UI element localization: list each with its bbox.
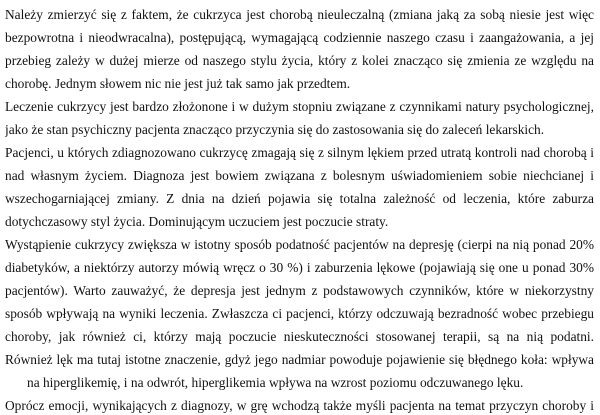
paragraph-line: wszechogarniającej zmiany. Z dnia na dzień pojawia się totalna zależność od leczenia, które zaburza — [5, 191, 594, 206]
paragraph-line: choroby, jak również ci, którzy mają poczucie nieskuteczności stosowanej terapii, są na nią podatni. — [5, 329, 594, 344]
paragraph-line: Wystąpienie cukrzycy zwiększa w istotny sposób podatność pacjentów na depresję (cierpi na nią ponad 20% — [5, 237, 594, 252]
paragraph-line: Również lęk ma tutaj istotne znaczenie, gdyż jego nadmiar powoduje pojawienie się błędnego koła: wpływa — [5, 352, 594, 367]
paragraph-line: bezpowrotna i nieodwracalna), postępującą, wymagającą codziennie naszego czasu i zaangażowania, a jej — [5, 30, 594, 45]
paragraph-line: przebieg zależy w dużej mierze od naszego stylu życia, który z kolei znacząco się zmienia ze względu na — [5, 53, 594, 68]
paragraph-line: Oprócz emocji, wynikających z diagnozy, w grę wchodzą także myśli pacjenta na temat przyczyn choroby i — [5, 398, 594, 413]
paragraph-line: jako że stan psychiczny pacjenta znacząco przyczynia się do zastosowania się do zaleceń lekarskich. — [5, 122, 545, 137]
paragraph-line: pacjentów). Warto zauważyć, że depresja jest jednym z podstawowych czynników, które w niekorzystny — [5, 283, 594, 298]
paragraph-line: nad własnym życiem. Diagnoza jest bowiem związana z bolesnym uświadomieniem sobie niechcianej i — [5, 168, 594, 183]
paragraph-line: Należy zmierzyć się z faktem, że cukrzyca jest chorobą nieuleczalną (zmiana jaką za sobą niesie jest więc — [5, 7, 594, 22]
paragraph-line: diabetyków, a niektórzy autorzy mówią wręcz o 30 %) i zaburzenia lękowe (pojawiają się one u ponad 30% — [5, 260, 594, 275]
paragraph-line: dotychczasowy styl życia. Dominującym uczuciem jest poczucie straty. — [5, 214, 389, 229]
paragraph-line: Pacjenci, u których zdiagnozowano cukrzycę zmagają się z silnym lękiem przed utratą kontroli nad chorobą i — [5, 145, 594, 160]
paragraph-line: chorobę. Jednym słowem nic nie jest już tak samo jak przedtem. — [5, 76, 351, 91]
paragraph-line: na hiperglikemię, i na odwrót, hiperglikemia wpływa na wzrost poziomu odczuwanego lęku. — [27, 375, 524, 390]
paragraph-line: Leczenie cukrzycy jest bardzo złożonone i w dużym stopniu związane z czynnikami natury psychologicznej, — [5, 99, 594, 114]
paragraph-line: sposób wpływają na wyniki leczenia. Zwłaszcza ci pacjenci, którzy odczuwają bezradność wobec przebiegu — [5, 306, 594, 321]
